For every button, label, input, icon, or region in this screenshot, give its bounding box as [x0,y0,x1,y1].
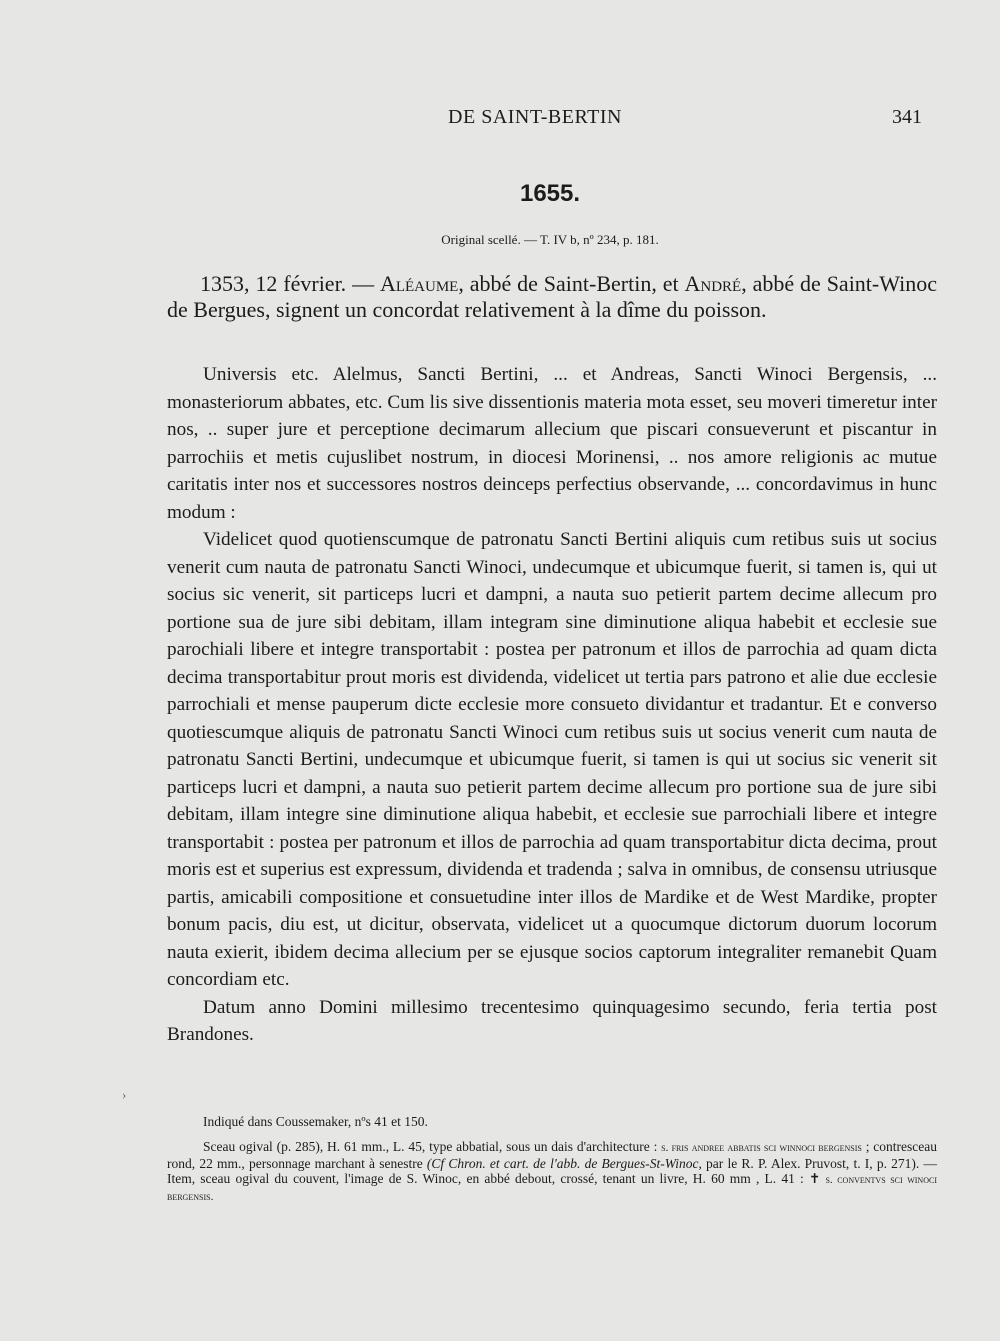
charter-paragraph-2: Videlicet quod quotienscumque de patronatu Sancti Bertini aliquis cum retibus suis ut socius venerit cum nauta de patronatu Sancti Winoci, undecumque et ubicumque fuerit, si tamen is, qui ut socius sic venerit, sit particeps lucri et dampni, a nauta suo petierit partem decime allecum pro portione sua de jure sibi debitam, illam integram sine diminutione aliqua habebit et ecclesie sue parochiali libere et integre transportabit : postea per patronum et illos de parrochia ad quam dicta decima transportabitur prout moris est dividenda, videlicet ut tertia pars patrono et alie due ecclesie parrochiali et mense pauperum dicte ecclesie more consueto dividantur et tradantur. Et e converso quotiescumque aliquis de patronatu Sancti Winoci cum retibus suis ut socius venerit cum nauta de patronatu Sancti Bertini, undecumque et ubicumque fuerit, si tamen is qui ut socius sic venerit sit particeps lucri et dampni, a nauta suo petierit partem decime allecum pro portione sua de jure sibi debitam, illam integre sine diminutione aliqua habebit, et ecclesie sue parrochiali libere et integre transportabit : postea per patronum et illos de parrochia ad quam transportabitur dicta decima, prout moris est et superius est expressum, dividenda et tradenda ; salva in omnibus, de consensu utriusque partis, amicabili compositione et consuetudine inter illos de Mardike et de West Mardike, propter bonum pacis, diu est, ut dicitur, observata, videlicet ut a quocumque dictorum duorum locorum nauta exierit, ibidem decima allecium per se ejusque socios captorum integraliter remanebit Quam concordiam etc. [167,529,937,990]
document-number: 1655. [519,180,581,207]
seal-text-b: ; contresceau rond, 22 mm., personnage marchant à senestre [167,1139,938,1171]
footnotes [167,1114,937,1205]
seal-note [167,1139,937,1205]
seal-text-a: Sceau ogival (p. 285), H. 61 mm., L. 45, type abbatial, sous un dais d'architecture : [203,1139,662,1154]
margin-mark: › [122,1087,127,1102]
seal-legend-2: s. conventvs sci winoci bergensis. [167,1174,937,1203]
indication-note: Indiqué dans Coussemaker, nºs 41 et 150. [203,1114,428,1129]
page-number: 341 [892,106,922,128]
summary-text-1: , abbé de Saint-Bertin, et [458,271,685,296]
document-summary [167,271,937,323]
summary-person-1: Aléaume [379,271,459,296]
charter-text [167,361,937,1049]
summary-text-2: , abbé de Saint-Winoc de Bergues, signent un concordat relativement à la dîme du poisson. [167,271,937,322]
summary-date: 1353, 12 février. — [200,271,380,296]
seal-text-c: par le R. P. Alex. Pruvost, t. I, p. 271). — Item, sceau ogival du couvent, l'image de S. Winoc, en abbé debout, crossé, tenant un livre, H. 60 mm , L. 41 : ✝ [167,1156,937,1186]
charter-paragraph-3: Datum anno Domini millesimo trecentesimo quinquagesimo secundo, feria tertia post Brandones. [167,996,937,1045]
seal-legend-1: s. fris andree abbatis sci winnoci bergensis [661,1142,862,1154]
charter-paragraph-1: Universis etc. Alelmus, Sancti Bertini, ... et Andreas, Sancti Winoci Bergensis, ... monasteriorum abbates, etc. Cum lis sive dissentionis materia mota esset, seu moveri timeretur inter nos, .. super jure et perceptione decimarum allecium que piscari consueverunt et piscantur in parrochiis et metis cujuslibet nostrum, in diocesi Morinensi, .. nos amore religionis ac mutue caritatis inter nos et successores nostros deinceps perfectius observande, ... concordavimus in hunc modum : [167,364,937,523]
running-title: DE SAINT-BERTIN [448,106,622,128]
seal-reference: (Cf Chron. et cart. de l'abb. de Bergues-St-Winoc, [426,1156,702,1171]
source-reference: Original scellé. — T. IV b, nº 234, p. 181. [441,232,659,247]
running-head [160,106,940,136]
summary-person-2: André [684,271,742,296]
